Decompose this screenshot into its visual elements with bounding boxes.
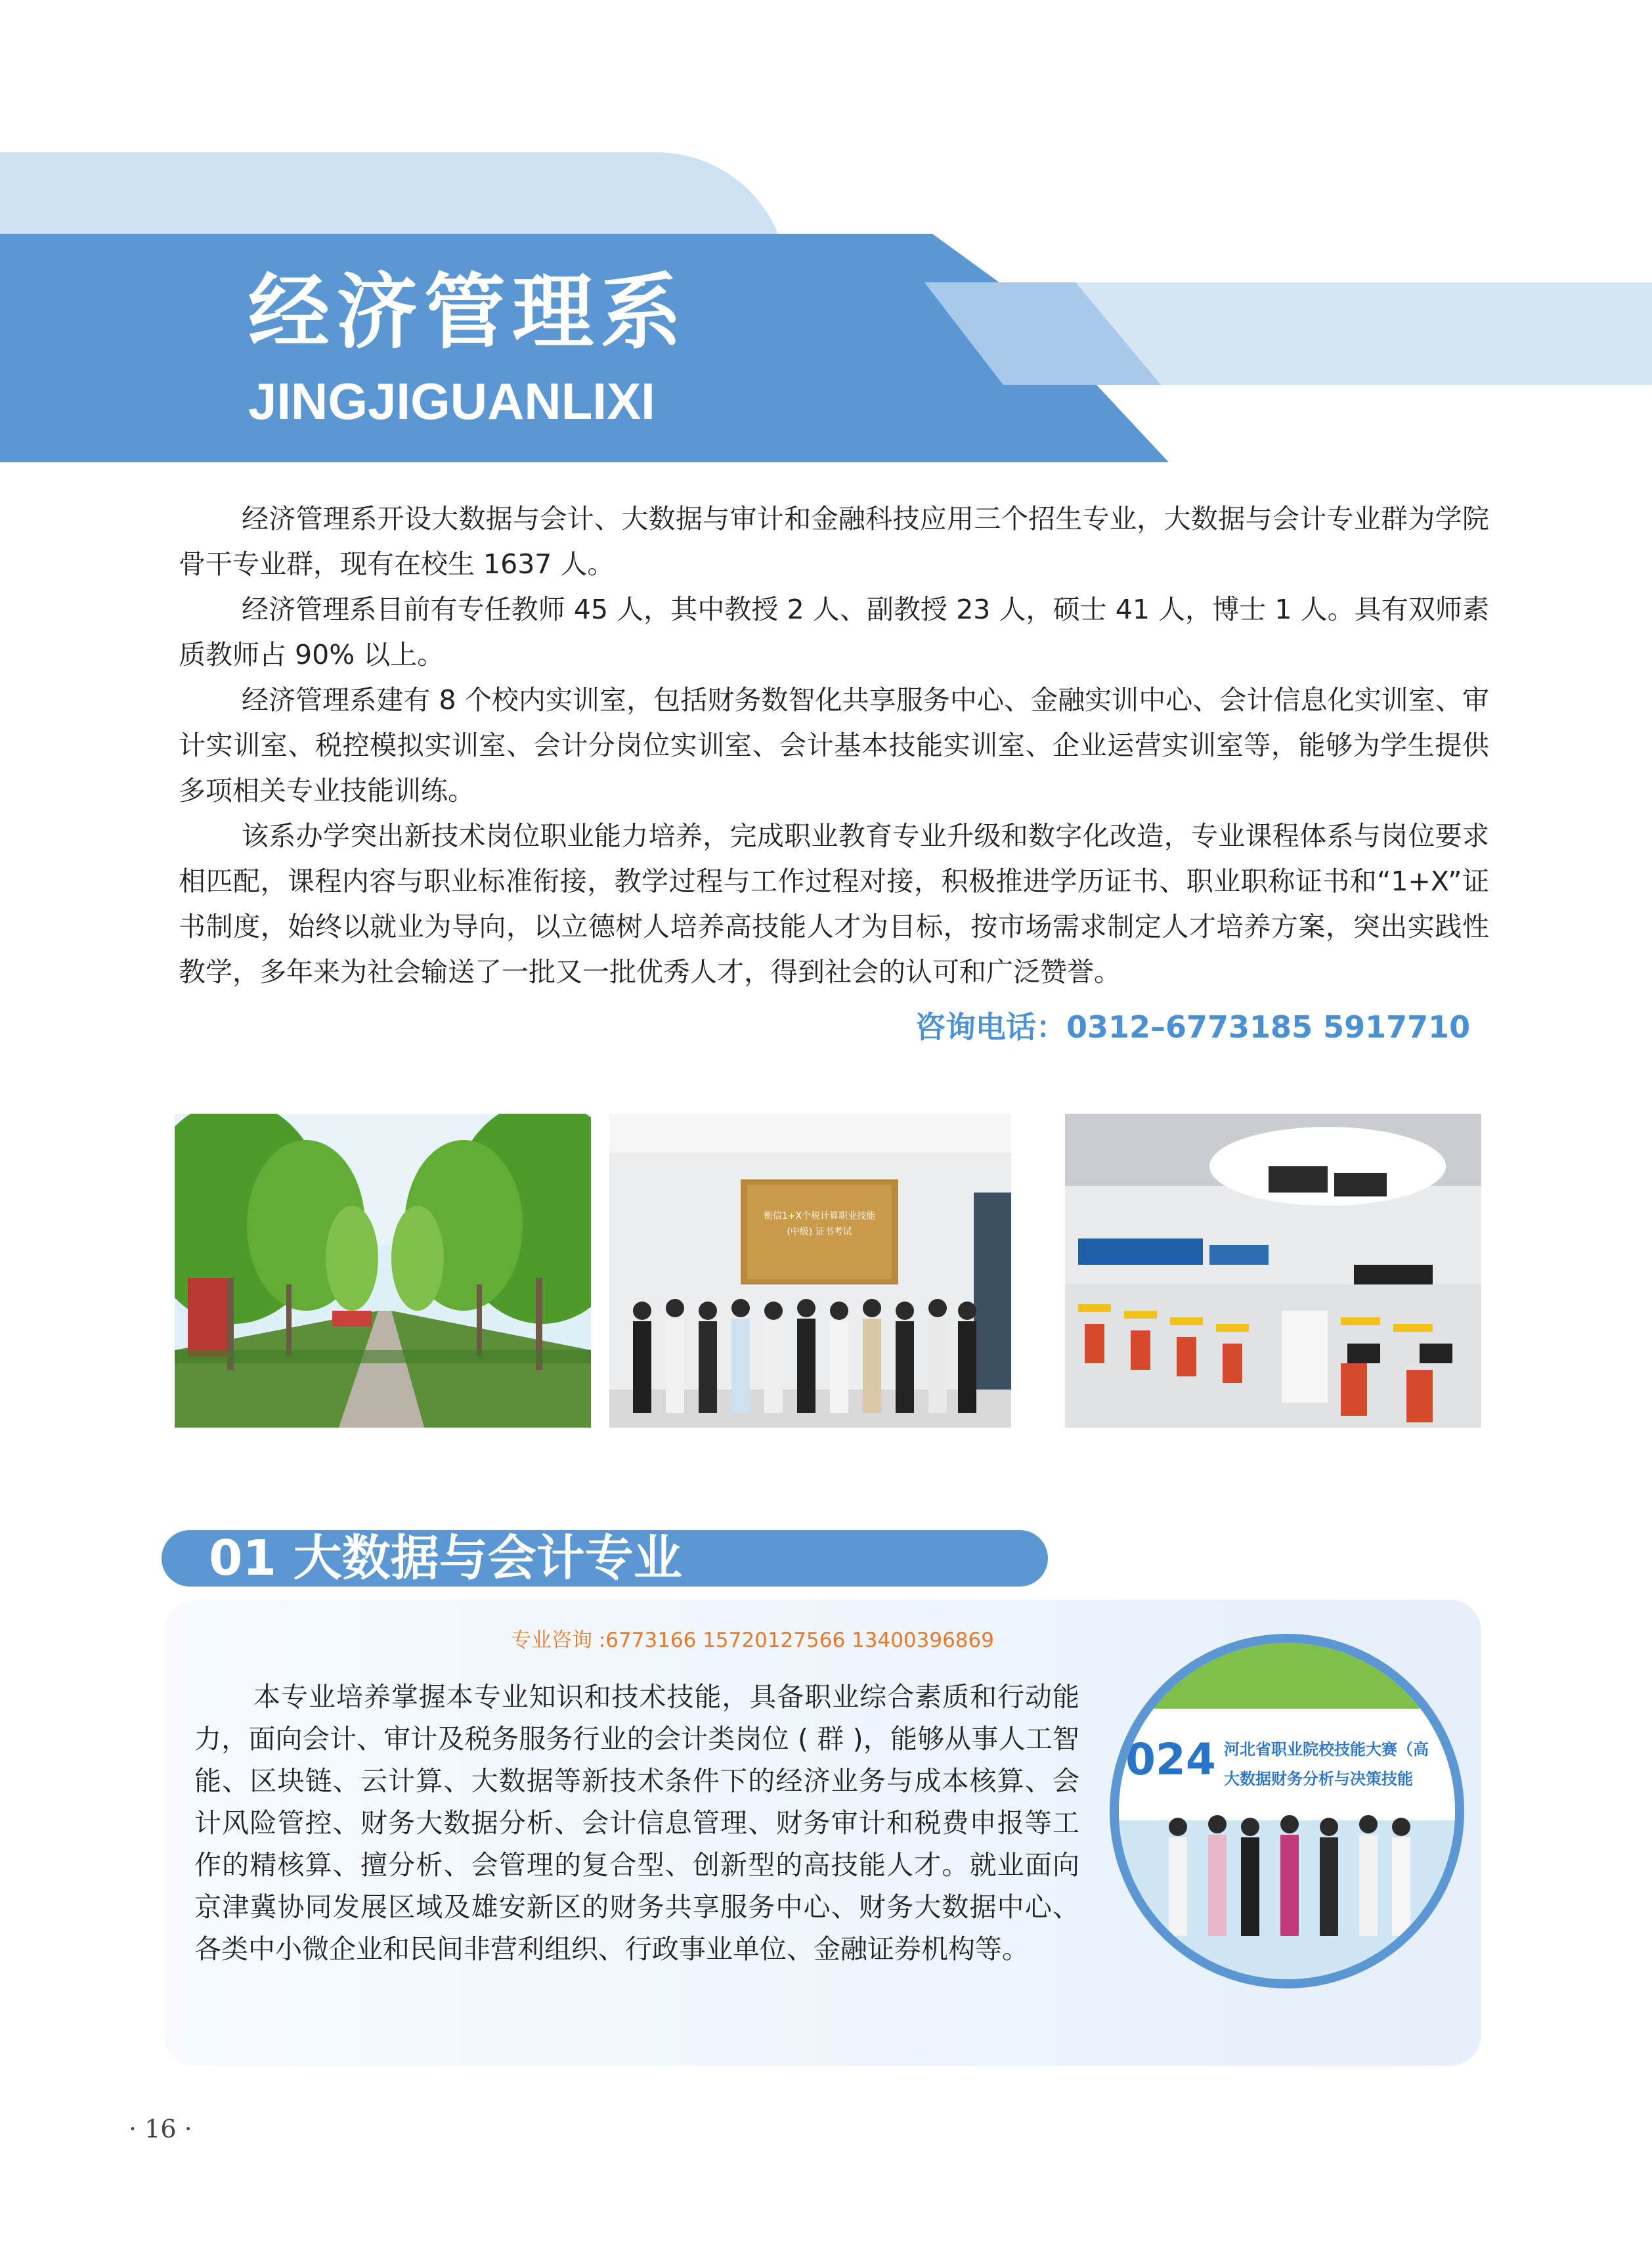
page-title-pinyin: JINGJIGUANLIXI bbox=[248, 372, 655, 430]
skills-competition-photo bbox=[1110, 1634, 1464, 1988]
training-lab-photo bbox=[1065, 1114, 1481, 1428]
campus-avenue-photo bbox=[175, 1114, 591, 1428]
intro-paragraph: 该系办学突出新技术岗位职业能力培养，完成职业教育专业升级和数字化改造，专业课程体系与岗位要求相匹配，课程内容与职业标准衔接，教学过程与工作过程对接，积极推进学历证书、职业职称证书和“1+X”证书制度，始终以就业为导向，以立德树人培养高技能人才为目标，按市场需求制定人才培养方案，突出实践性教学，多年来为社会输送了一批又一批优秀人才，得到社会的认可和广泛赞誉。 bbox=[179, 820, 1489, 988]
screen-caption-line1: 衡信1+X个税计算职业技能 bbox=[763, 1211, 876, 1221]
banner-year: 024 bbox=[1125, 1734, 1216, 1785]
page-number: · 16 · bbox=[129, 2115, 192, 2143]
major-consult-phone: 专业咨询 :6773166 15720127566 13400396869 bbox=[511, 1629, 994, 1652]
intro-paragraph: 经济管理系开设大数据与会计、大数据与审计和金融科技应用三个招生专业，大数据与会计专业群为学院骨干专业群，现有在校生 1637 人。 bbox=[179, 503, 1489, 580]
screen-caption-line2: (中级) 证书考试 bbox=[787, 1227, 852, 1237]
major-description bbox=[194, 1676, 1079, 1970]
intro-paragraph: 经济管理系目前有专任教师 45 人，其中教授 2 人、副教授 23 人，硕士 41 人，博士 1 人。具有双师素质教师占 90% 以上。 bbox=[179, 594, 1489, 670]
banner-line1: 河北省职业院校技能大赛（高 bbox=[1224, 1740, 1429, 1759]
intro-text bbox=[179, 496, 1489, 995]
intro-paragraph: 经济管理系建有 8 个校内实训室，包括财务数智化共享服务中心、金融实训中心、会计信息化实训室、审计实训室、税控模拟实训室、会计分岗位实训室、会计基本技能实训室、企业运营实训室等，能够为学生提供多项相关专业技能训练。 bbox=[179, 684, 1489, 806]
page-title: 经济管理系 bbox=[248, 265, 689, 360]
consult-phone: 咨询电话：0312–6773185 5917710 bbox=[915, 1009, 1471, 1045]
major-description-paragraph: 本专业培养掌握本专业知识和技术技能，具备职业综合素质和行动能力，面向会计、审计及税务服务行业的会计类岗位 ( 群 )，能够从事人工智能、区块链、云计算、大数据等新技术条件下的经济业务与成本核算、会计风险管控、财务大数据分析、会计信息管理、财务审计和税费申报等工作的精核算、擅分析、会管理的复合型、创新型的高技能人才。就业面向京津冀协同发展区域及雄安新区的财务共享服务中心、财务大数据中心、各类中小微企业和民间非营利组织、行政事业单位、金融证券机构等。 bbox=[194, 1681, 1079, 1965]
section-title: 01 大数据与会计专业 bbox=[209, 1530, 682, 1587]
certificate-exam-group-photo bbox=[609, 1114, 1011, 1428]
banner-line2: 大数据财务分析与决策技能 bbox=[1224, 1770, 1413, 1788]
